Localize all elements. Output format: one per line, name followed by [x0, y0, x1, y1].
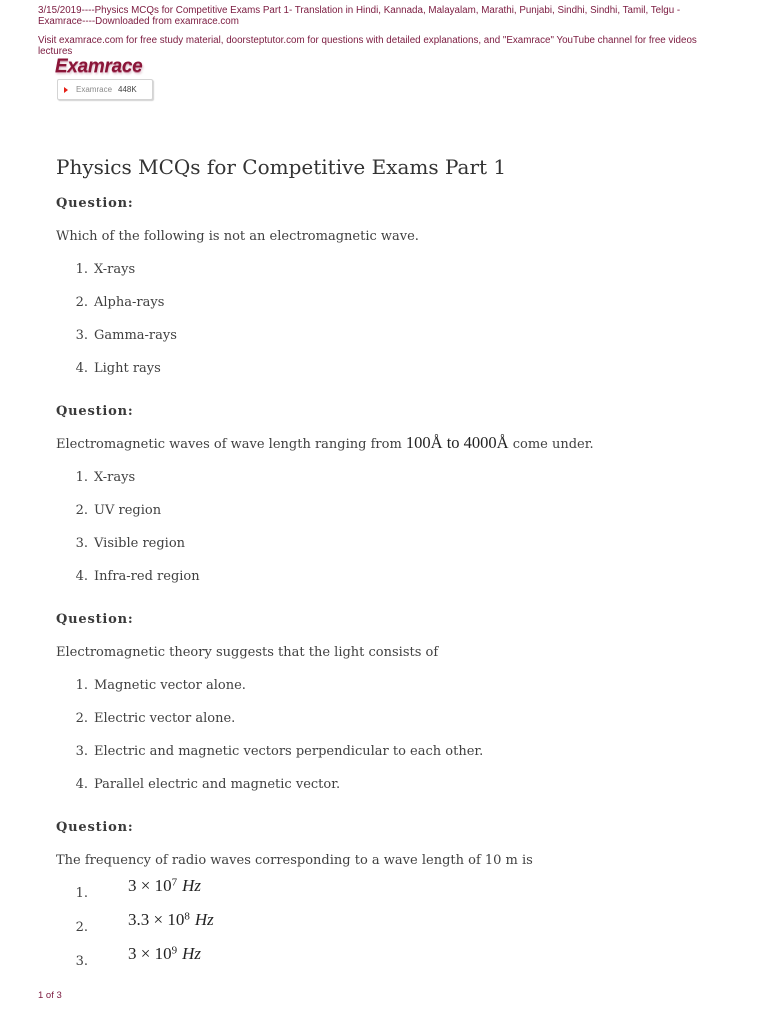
youtube-subscribe-button[interactable] — [57, 79, 153, 100]
option-number: 4. — [75, 777, 88, 792]
question-block — [56, 187, 746, 385]
option-number: 1. — [75, 470, 88, 485]
option-text: Visible region — [94, 536, 186, 551]
question-block — [56, 395, 746, 593]
question-text: Which of the following is not an electromagnetic wave. — [56, 229, 419, 244]
option-number: 4. — [75, 361, 88, 376]
option-item — [56, 527, 746, 560]
option-number: 2. — [75, 920, 88, 935]
print-header-source-line: 3/15/2019----Physics MCQs for Competitive Exams Part 1- Translation in Hindi, Kannada, Malayalam, Marathi, Punjabi, Sindhi, Sindhi, Tamil, Telgu - Examrace----Downloaded from examrace.com — [38, 5, 681, 27]
option-number: 3. — [75, 328, 88, 343]
option-text: UV region — [94, 503, 162, 518]
math-expression — [128, 945, 201, 979]
youtube-play-icon — [64, 87, 68, 93]
question-label: Question: — [56, 612, 134, 627]
question-text: The frequency of radio waves corresponding to a wave length of 10 m is — [56, 853, 533, 868]
option-text: Gamma-rays — [94, 328, 177, 343]
option-item — [56, 253, 746, 286]
math-expression — [128, 877, 201, 911]
subscriber-count: 448K — [118, 84, 137, 94]
math-unit: Hz — [182, 876, 201, 895]
options-list — [56, 877, 746, 979]
math-expression — [128, 911, 214, 945]
main-content — [56, 152, 746, 979]
math-exponent: 8 — [184, 910, 190, 923]
option-item — [56, 945, 746, 979]
math-unit: Hz — [194, 910, 214, 929]
option-item — [56, 702, 746, 735]
option-number: 4. — [75, 569, 88, 584]
question-block — [56, 603, 746, 801]
math-exponent: 9 — [171, 944, 178, 957]
option-text: Light rays — [94, 361, 161, 376]
option-item — [56, 352, 746, 385]
option-item — [56, 768, 746, 801]
option-item — [56, 319, 746, 352]
option-text: X-rays — [94, 470, 136, 485]
option-item — [56, 735, 746, 768]
option-item — [56, 911, 746, 945]
question-label: Question: — [56, 196, 134, 211]
channel-name: Examrace — [76, 84, 113, 94]
option-text: Parallel electric and magnetic vector. — [94, 777, 341, 792]
option-text: Magnetic vector alone. — [94, 678, 246, 693]
examrace-logo: Examrace — [55, 56, 143, 77]
option-text: Infra-red region — [94, 569, 200, 584]
option-number: 2. — [75, 295, 88, 310]
math-exponent: 7 — [171, 876, 178, 889]
option-number: 1. — [75, 678, 88, 693]
math-base: 3.3 × 10 — [128, 910, 185, 929]
question-text-part: Electromagnetic waves of wave length ranging from — [56, 437, 406, 452]
option-number: 2. — [75, 711, 88, 726]
math-expression: 100Å to 4000Å — [405, 433, 509, 452]
option-item — [56, 669, 746, 702]
math-base: 3 × 10 — [128, 944, 172, 963]
option-number: 3. — [75, 744, 88, 759]
option-text: Alpha-rays — [94, 295, 165, 310]
math-unit: Hz — [182, 944, 201, 963]
question-label: Question: — [56, 404, 134, 419]
option-item — [56, 286, 746, 319]
option-number: 2. — [75, 503, 88, 518]
question-label: Question: — [56, 820, 134, 835]
question-block — [56, 811, 746, 979]
options-list — [56, 461, 746, 593]
options-list — [56, 669, 746, 801]
question-text: Electromagnetic theory suggests that the light consists of — [56, 645, 439, 660]
print-header-promo-line: Visit examrace.com for free study material, doorsteptutor.com for questions with detailed explanations, and "Examrace" YouTube channel for free videos lectures — [38, 35, 697, 57]
option-item — [56, 494, 746, 527]
option-number: 1. — [75, 262, 88, 277]
option-item — [56, 461, 746, 494]
page-number: 1 of 3 — [38, 990, 62, 1001]
question-text — [56, 428, 746, 461]
option-item — [56, 560, 746, 593]
math-base: 3 × 10 — [128, 876, 172, 895]
option-number: 1. — [75, 886, 88, 901]
option-number: 3. — [75, 536, 88, 551]
option-item — [56, 877, 746, 911]
option-text: Electric and magnetic vectors perpendicular to each other. — [94, 744, 484, 759]
option-text: X-rays — [94, 262, 136, 277]
option-text: Electric vector alone. — [94, 711, 236, 726]
question-text-part: come under. — [508, 437, 594, 452]
options-list — [56, 253, 746, 385]
page-title: Physics MCQs for Competitive Exams Part 1 — [56, 155, 507, 179]
option-number: 3. — [75, 954, 88, 969]
